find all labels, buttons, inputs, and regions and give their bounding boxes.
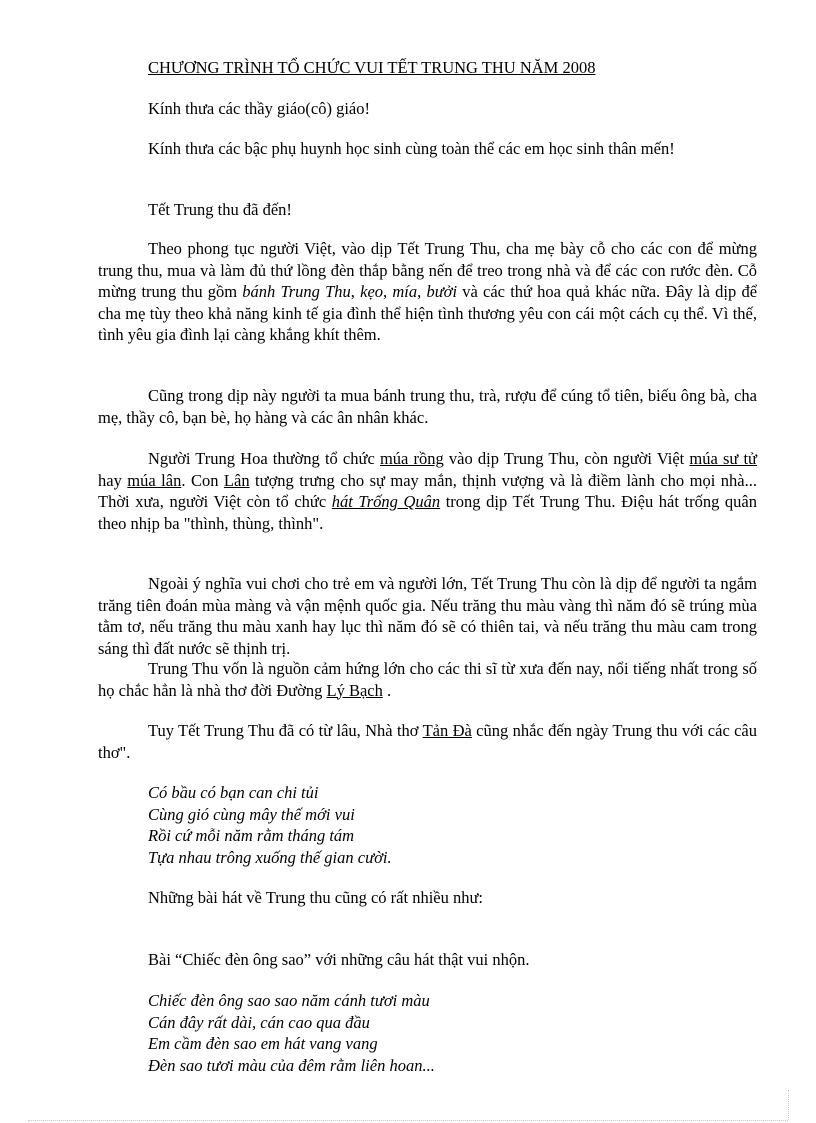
lyric-line: Em cầm đèn sao em hát vang vang	[148, 1034, 378, 1053]
text-span: trong dịp Tết Trung Thu. Điệu hát trống quân theo nhịp ba "thình, thùng, thình".	[98, 492, 758, 533]
lyric-line: Cán đây rất dài, cán cao qua đầu	[148, 1012, 370, 1032]
text-span: Người Trung Hoa thường tổ chức	[148, 449, 380, 468]
italic-term: mía	[392, 282, 418, 301]
paragraph-tan-da	[98, 720, 757, 763]
link-mua-su-tu[interactable]: múa sư tử	[689, 449, 758, 468]
text-span: vào dịp Trung Thu, còn người Việt	[443, 449, 690, 468]
greeting-teachers: Kính thưa các thầy giáo(cô) giáo!	[148, 99, 370, 118]
text-span: .	[382, 680, 392, 700]
text-span: cũng nhắc đến ngày Trung thu với các câu thơ".	[98, 721, 758, 762]
poem-line: Cùng gió cùng mây thế mới vui	[148, 804, 355, 824]
italic-term: bưởi	[426, 282, 458, 301]
link-hat-trong-quan[interactable]: hát Trống Quân	[331, 492, 441, 511]
poem-line: Có bầu có bạn can chi tủi	[148, 783, 319, 802]
paragraph-moon-omens: Ngoài ý nghĩa vui chơi cho trẻ em và người lớn, Tết Trung Thu còn là dịp để người ta ngắm trăng tiên đoán mùa màng và vận mệnh quốc gia. Nếu trăng thu màu vàng thì năm đó sẽ trúng mùa tằm tơ, nếu trăng thu màu xanh hay lục thì năm đó sẽ có thiên tai, và nếu trăng thu màu cam trong sáng thì đất nước sẽ thịnh trị.	[98, 574, 757, 658]
text-span: Tuy Tết Trung Thu đã có từ lâu, Nhà thơ	[148, 721, 423, 740]
italic-term: bánh Trung Thu	[242, 282, 351, 301]
paragraph-offerings: Cũng trong dịp này người ta mua bánh trung thu, trà, rượu để cúng tổ tiên, biếu ông bà, cha mẹ, thầy cô, bạn bè, họ hàng và các ân nhân khác.	[98, 386, 757, 427]
paragraph-dances	[98, 448, 757, 534]
text-span: tượng trưng cho sự may mắn, thịnh vượng và là điềm lành cho mọi nhà... Thời xưa, người Việt còn tổ chức	[98, 470, 757, 511]
text-span: ,	[417, 282, 427, 301]
text-span: và các thứ hoa quả khác nữa. Đây là dịp để cha mẹ tùy theo khả năng kinh tế gia đình thể hiện tình thương yêu con cái một cách cụ thể. Vì thế, tình yêu gia đình lại càng khắng khít thêm.	[98, 282, 758, 344]
link-tan-da[interactable]: Tản Đà	[422, 721, 472, 740]
link-mua-rong[interactable]: múa rồng	[379, 449, 444, 468]
link-mua-lan[interactable]: múa lân	[127, 470, 182, 490]
text-span: ,	[350, 282, 361, 301]
page-border-bottom	[28, 1120, 788, 1121]
text-span: . Con	[181, 470, 224, 490]
link-lan[interactable]: Lân	[223, 470, 250, 490]
text-span: ,	[383, 282, 393, 301]
song-lyrics	[148, 990, 435, 1076]
text-span: Trung Thu vốn là nguồn cảm hứng lớn cho các thi sĩ từ xưa đến nay, nổi tiếng nhất trong số họ chắc hẳn là nhà thơ đời Đường	[98, 659, 757, 700]
italic-term: kẹo	[360, 282, 384, 301]
lyric-line: Chiếc đèn ông sao sao năm cánh tươi màu	[148, 991, 430, 1010]
text-span: Theo phong tục người Việt, vào dịp Tết Trung Thu, cha mẹ bày cỗ cho các con để mừng trung thu, mua và làm đủ thứ lồng đèn thắp bằng nến để treo trong nhà và để các con rước đèn. Cỗ mừng trung thu gồm	[98, 239, 757, 301]
link-ly-bach[interactable]: Lý Bạch	[326, 680, 383, 700]
songs-intro: Những bài hát về Trung thu cũng có rất nhiều như:	[148, 888, 484, 907]
document-title: CHƯƠNG TRÌNH TỔ CHỨC VUI TẾT TRUNG THU NĂM 2008	[148, 58, 596, 77]
song-title-line: Bài “Chiếc đèn ông sao” với những câu hát thật vui nhộn.	[148, 950, 530, 969]
text-span: hay	[98, 470, 128, 490]
poem-line: Rồi cứ mỗi năm rằm tháng tám	[148, 826, 355, 845]
poem-tan-da	[148, 782, 392, 868]
intro-line: Tết Trung thu đã đến!	[148, 200, 292, 219]
poem-line: Tựa nhau trông xuống thế gian cười.	[148, 847, 392, 867]
lyric-line: Đèn sao tươi màu của đêm rằm liên hoan...	[148, 1055, 435, 1075]
page-border-right	[788, 1090, 789, 1120]
greeting-parents: Kính thưa các bậc phụ huynh học sinh cùng toàn thể các em học sinh thân mến!	[148, 139, 675, 158]
paragraph-poets	[98, 658, 757, 701]
paragraph-customs	[98, 238, 757, 346]
